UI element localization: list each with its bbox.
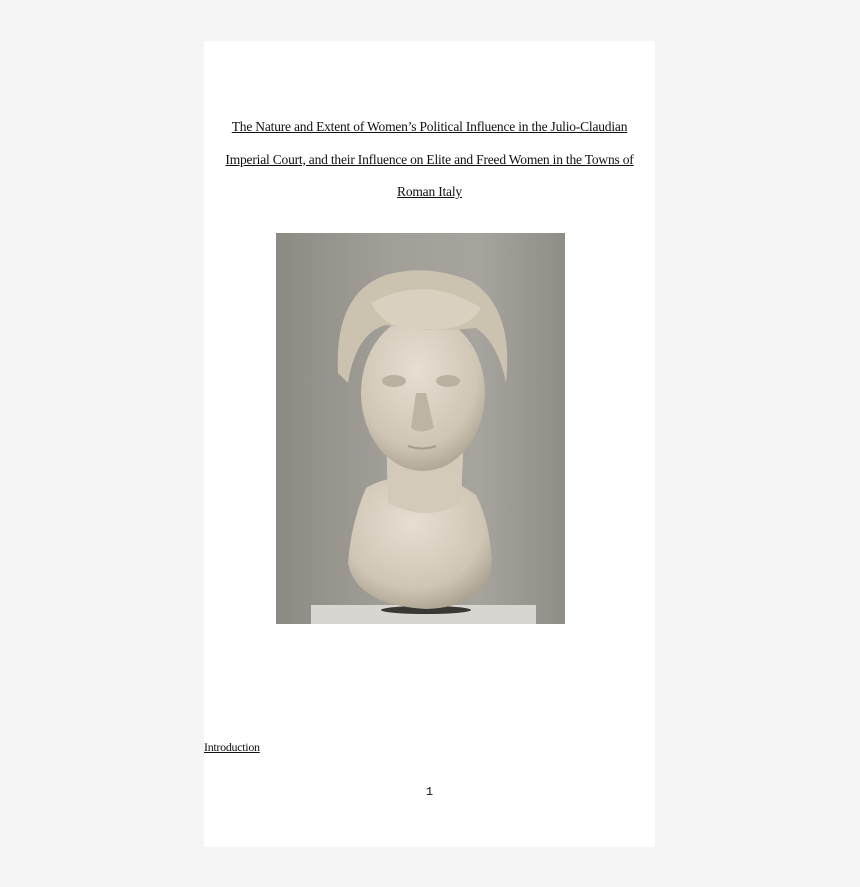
document-page bbox=[204, 41, 655, 847]
bust-illustration-icon bbox=[276, 233, 565, 624]
marble-bust-image bbox=[276, 233, 565, 624]
title-line-2: Imperial Court, and their Influence on Elite and Freed Women in the Towns of bbox=[225, 151, 634, 167]
section-heading-introduction: Introduction bbox=[204, 740, 260, 754]
document-title bbox=[204, 117, 655, 215]
title-line-1: The Nature and Extent of Women’s Political Influence in the Julio-Claudian bbox=[231, 119, 628, 134]
page-number: 1 bbox=[425, 785, 434, 799]
title-line-3: Roman Italy bbox=[397, 184, 462, 199]
